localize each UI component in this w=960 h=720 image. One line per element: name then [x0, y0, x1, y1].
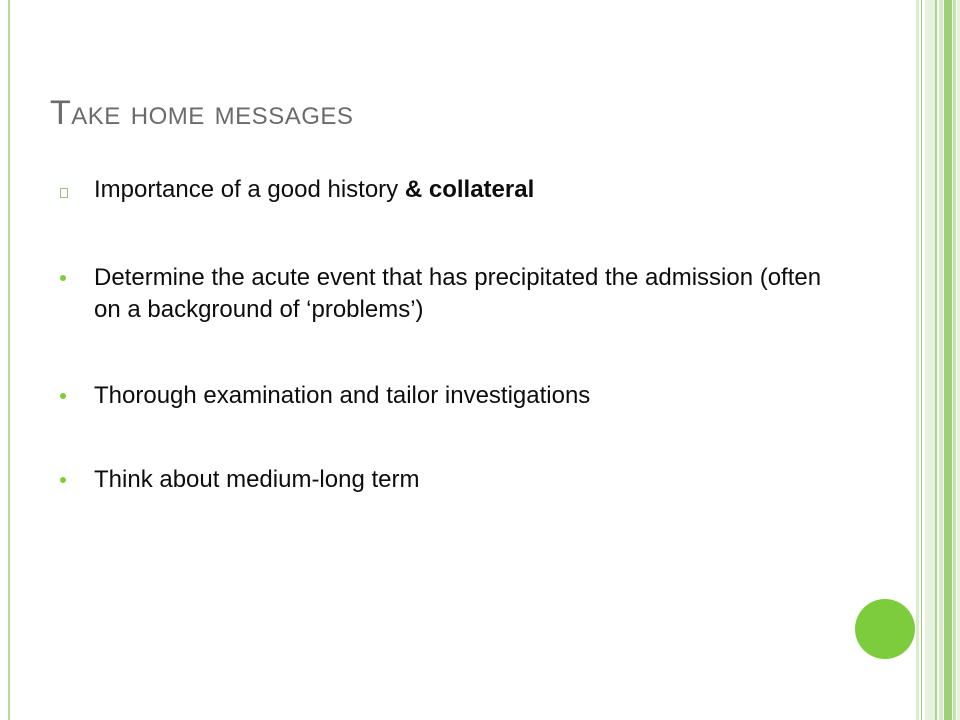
bullet-item-long-term: [58, 464, 828, 496]
bullet-bold-text: & collateral: [404, 176, 535, 203]
bullet-list: [58, 174, 828, 546]
bullet-marker-icon: [60, 188, 68, 198]
bullet-item-history: [58, 174, 828, 206]
bullet-dot-icon: [60, 477, 66, 483]
slide-title: Take home messages: [50, 94, 354, 132]
bullet-item-acute-event: [58, 262, 828, 326]
stripe: [925, 0, 935, 720]
stripe: [935, 0, 937, 720]
stripe: [921, 0, 922, 720]
stripe: [916, 0, 919, 720]
bullet-text: Determine the acute event that has precipitated the admission (often on a background of ‘problems’): [94, 264, 822, 323]
bullet-text: Importance of a good history: [94, 176, 405, 203]
bullet-text: Thorough examination and tailor investigations: [94, 382, 591, 409]
stripe: [944, 0, 952, 720]
bullet-dot-icon: [60, 393, 66, 399]
right-decorative-stripes: [916, 0, 960, 720]
bullet-text: Think about medium-long term: [94, 466, 420, 493]
decorative-green-circle: [855, 599, 915, 659]
bullet-item-examination: [58, 380, 828, 412]
stripe: [939, 0, 943, 720]
bullet-dot-icon: [60, 275, 66, 281]
left-border-line: [8, 0, 10, 720]
stripe: [953, 0, 956, 720]
